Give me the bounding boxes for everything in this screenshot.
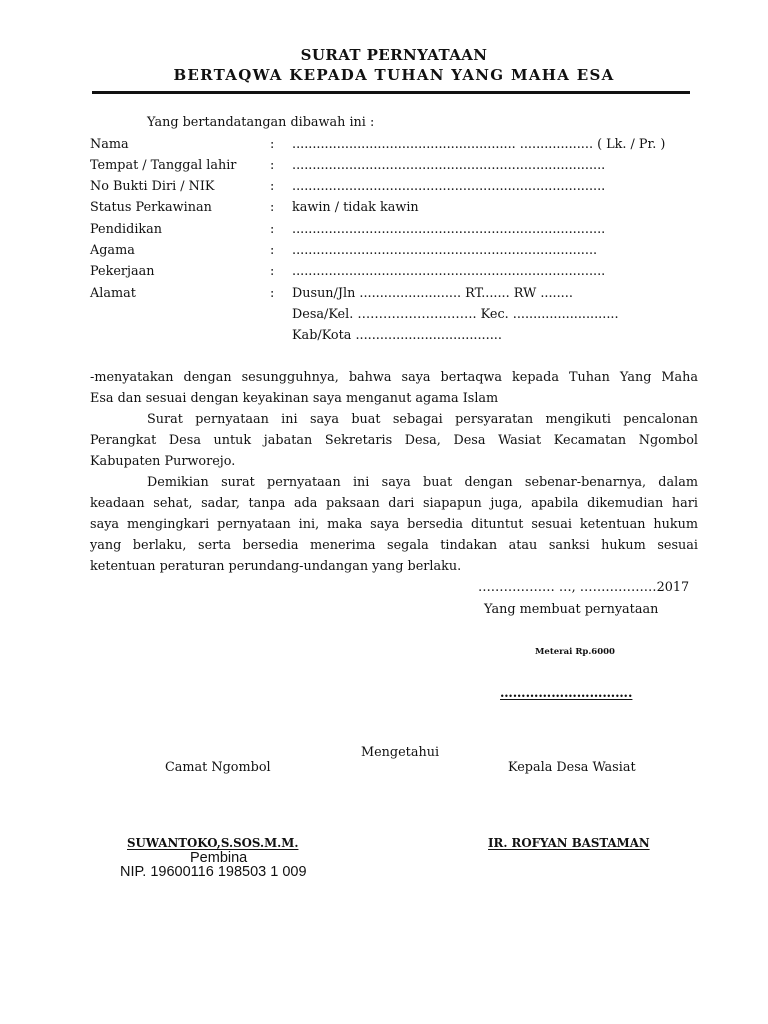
- address-line-kabupaten: [90, 325, 698, 346]
- field-label: Nama: [90, 136, 129, 152]
- field-colon: :: [270, 285, 275, 301]
- paragraph-line: saya mengingkari pernyataan ini, maka saya bersedia dituntut sesuai ketentuan hukum: [90, 517, 698, 532]
- field-colon: :: [270, 179, 275, 195]
- field-row-nik: [90, 176, 698, 197]
- field-label: Status Perkawinan: [90, 200, 212, 216]
- address-line-value: Desa/Kel. ………………………. Kec. ..........................: [292, 306, 619, 322]
- field-row-tempat-tanggal-lahir: [90, 155, 698, 176]
- field-colon: :: [270, 136, 275, 152]
- document-subtitle: BERTAQWA KEPADA TUHAN YANG MAHA ESA: [173, 66, 615, 84]
- field-colon: :: [270, 264, 275, 280]
- paragraph-line: keadaan sehat, sadar, tanpa ada paksaan dari siapapun juga, apabila dikemudian hari: [90, 496, 698, 511]
- kepala-desa-title: Kepala Desa Wasiat: [508, 760, 636, 775]
- field-value: ....................................................... .................. ( Lk. / Pr. ): [292, 136, 666, 152]
- place-date-line: ……………… …, ………………2017: [478, 580, 690, 595]
- paragraph-line: Kabupaten Purworejo.: [90, 454, 236, 469]
- camat-nip: NIP. 19600116 198503 1 009: [120, 864, 307, 880]
- field-label: Pekerjaan: [90, 264, 155, 280]
- address-line-value: Kab/Kota ....................................: [292, 328, 502, 344]
- paragraph-line: Surat pernyataan ini saya buat sebagai persyaratan mengikuti pencalonan: [147, 412, 698, 427]
- camat-title: Camat Ngombol: [165, 760, 271, 775]
- identity-fields: [90, 134, 698, 347]
- field-row-agama: [90, 240, 698, 261]
- stamp-duty-label: Meterai Rp.6000: [535, 647, 615, 657]
- address-line-desa: [90, 304, 698, 325]
- statement-body: [90, 367, 698, 577]
- field-value: .............................................................................: [292, 157, 606, 173]
- field-value: ...........................................................................: [292, 242, 598, 258]
- field-row-nama: [90, 134, 698, 155]
- camat-rank: Pembina: [190, 850, 248, 866]
- field-value: kawin / tidak kawin: [292, 200, 419, 216]
- paragraph-closing: [90, 472, 698, 577]
- field-row-alamat: [90, 283, 698, 304]
- kepala-desa-name: IR. ROFYAN BASTAMAN: [488, 835, 650, 850]
- field-value: .............................................................................: [292, 264, 606, 280]
- document-title: SURAT PERNYATAAN: [300, 46, 488, 64]
- field-label: Pendidikan: [90, 221, 163, 237]
- paragraph-purpose: [90, 409, 698, 472]
- field-row-status-perkawinan: [90, 197, 698, 218]
- field-colon: :: [270, 242, 275, 258]
- paragraph-line: -menyatakan dengan sesungguhnya, bahwa saya bertaqwa kepada Tuhan Yang Maha: [90, 370, 698, 385]
- approval-heading: Mengetahui: [361, 745, 440, 760]
- paragraph-line: ketentuan peraturan perundang-undangan yang berlaku.: [90, 559, 462, 574]
- field-label: Alamat: [90, 285, 136, 301]
- paragraph-line: Demikian surat pernyataan ini saya buat dengan sebenar-benarnya, dalam: [147, 475, 698, 490]
- paragraph-line: yang berlaku, serta bersedia menerima segala tindakan atau sanksi hukum sesuai: [90, 538, 698, 553]
- field-value: .............................................................................: [292, 179, 606, 195]
- field-label: No Bukti Diri / NIK: [90, 179, 215, 195]
- field-colon: :: [270, 200, 275, 216]
- field-label: Tempat / Tanggal lahir: [90, 157, 237, 173]
- paragraph-line: Perangkat Desa untuk jabatan Sekretaris Desa, Desa Wasiat Kecamatan Ngombol: [90, 433, 698, 448]
- intro-text: Yang bertandatangan dibawah ini :: [147, 114, 375, 130]
- signer-name-placeholder: ………………………….: [500, 686, 633, 701]
- paragraph-line: Esa dan sesuai dengan keyakinan saya menganut agama Islam: [90, 391, 499, 406]
- field-colon: :: [270, 157, 275, 173]
- field-value: Dusun/Jln ......................... RT....... RW ........: [292, 285, 573, 301]
- field-row-pekerjaan: [90, 261, 698, 282]
- field-value: .............................................................................: [292, 221, 606, 237]
- paragraph-declaration: [90, 367, 698, 409]
- field-colon: :: [270, 221, 275, 237]
- title-divider: [92, 91, 690, 94]
- camat-name: SUWANTOKO,S.SOS.M.M.: [127, 835, 299, 850]
- signer-caption: Yang membuat pernyataan: [484, 602, 659, 617]
- field-label: Agama: [90, 242, 135, 258]
- field-row-pendidikan: [90, 219, 698, 240]
